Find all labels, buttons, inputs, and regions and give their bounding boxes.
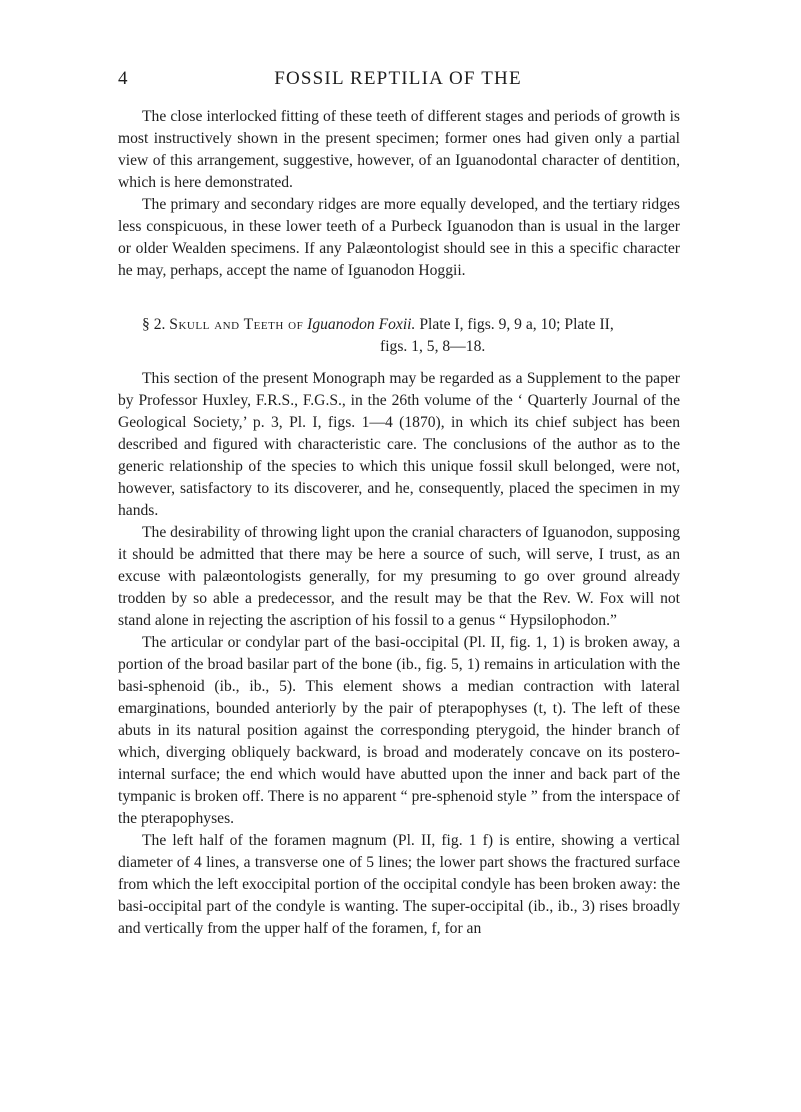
- paragraph: This section of the present Monograph may be regarded as a Supplement to the paper by Professor Huxley, F.R.S., F.G.S., in the 26th volume of the ‘ Quarterly Journal of the Geological Society,’ p. 3, Pl. I, figs. 1—4 (1870), in which its chief subject has been described and figured with characteristic care. The conclusions of the author as to the generic relationship of the species to which this unique fossil skull belonged, were not, however, satisfactory to its discoverer, and he, consequently, placed the specimen in my hands.: [118, 370, 680, 519]
- page-number: 4: [118, 68, 129, 89]
- section-plates: Plate I, figs. 9, 9 a, 10; Plate II,: [419, 316, 614, 333]
- paragraph: The primary and secondary ridges are more equally developed, and the tertiary ridges less conspicuous, in these lower teeth of a Purbeck Iguanodon than is usual in the larger or older Wealden specimens. If any Palæontologist should see in this a specific character he may, perhaps, accept the name of Iguanodon Hoggii.: [118, 196, 680, 279]
- paragraph: The articular or condylar part of the basi-occipital (Pl. II, fig. 1, 1) is broken away, a portion of the broad basilar part of the bone (ib., fig. 5, 1) remains in articulation with the basi-sphenoid (ib., ib., 5). This element shows a median contraction with lateral emarginations, bounded anteriorly by the pair of pterapophyses (t, t). The left of these abuts in its natural position against the corresponding pterygoid, the hinder branch of which, diverging obliquely backward, is broad and moderately concave on its postero-internal surface; the end which would have abutted upon the inner and back part of the tympanic is broken off. There is no apparent “ pre-sphenoid style ” from the interspace of the pterapophyses.: [118, 634, 680, 827]
- body-text: [118, 106, 680, 940]
- section-heading: [118, 314, 680, 358]
- paragraph: The close interlocked fitting of these teeth of different stages and periods of growth is most instructively shown in the present specimen; former ones had given only a partial view of this arrangement, suggestive, however, of an Iguanodontal character of dentition, which is here demonstrated.: [118, 108, 680, 191]
- running-title: FOSSIL REPTILIA OF THE: [274, 68, 522, 89]
- section-plates-cont: figs. 1, 5, 8—18.: [380, 338, 486, 355]
- section-number: § 2.: [142, 316, 166, 333]
- section-title-genus: Iguanodon Foxii.: [307, 316, 416, 333]
- paragraph: The left half of the foramen magnum (Pl. II, fig. 1 f) is entire, showing a vertical diameter of 4 lines, a transverse one of 5 lines; the lower part shows the fractured surface from which the left exoccipital portion of the occipital condyle has been broken away: the basi-occipital part of the condyle is wanting. The super-occipital (ib., ib., 3) rises broadly and vertically from the upper half of the foramen, f, for an: [118, 832, 680, 937]
- paragraph: The desirability of throwing light upon the cranial characters of Iguanodon, supposing it should be admitted that there may be here a source of such, will serve, I trust, as an excuse with palæontologists generally, for my presuming to go over ground already trodden by so able a predecessor, and the result may be that the Rev. W. Fox will not stand alone in rejecting the ascription of his fossil to a genus “ Hypsilophodon.”: [118, 524, 680, 629]
- section-title: Skull and Teeth of: [169, 316, 304, 333]
- spacer: [118, 282, 680, 304]
- page-header: [118, 68, 678, 94]
